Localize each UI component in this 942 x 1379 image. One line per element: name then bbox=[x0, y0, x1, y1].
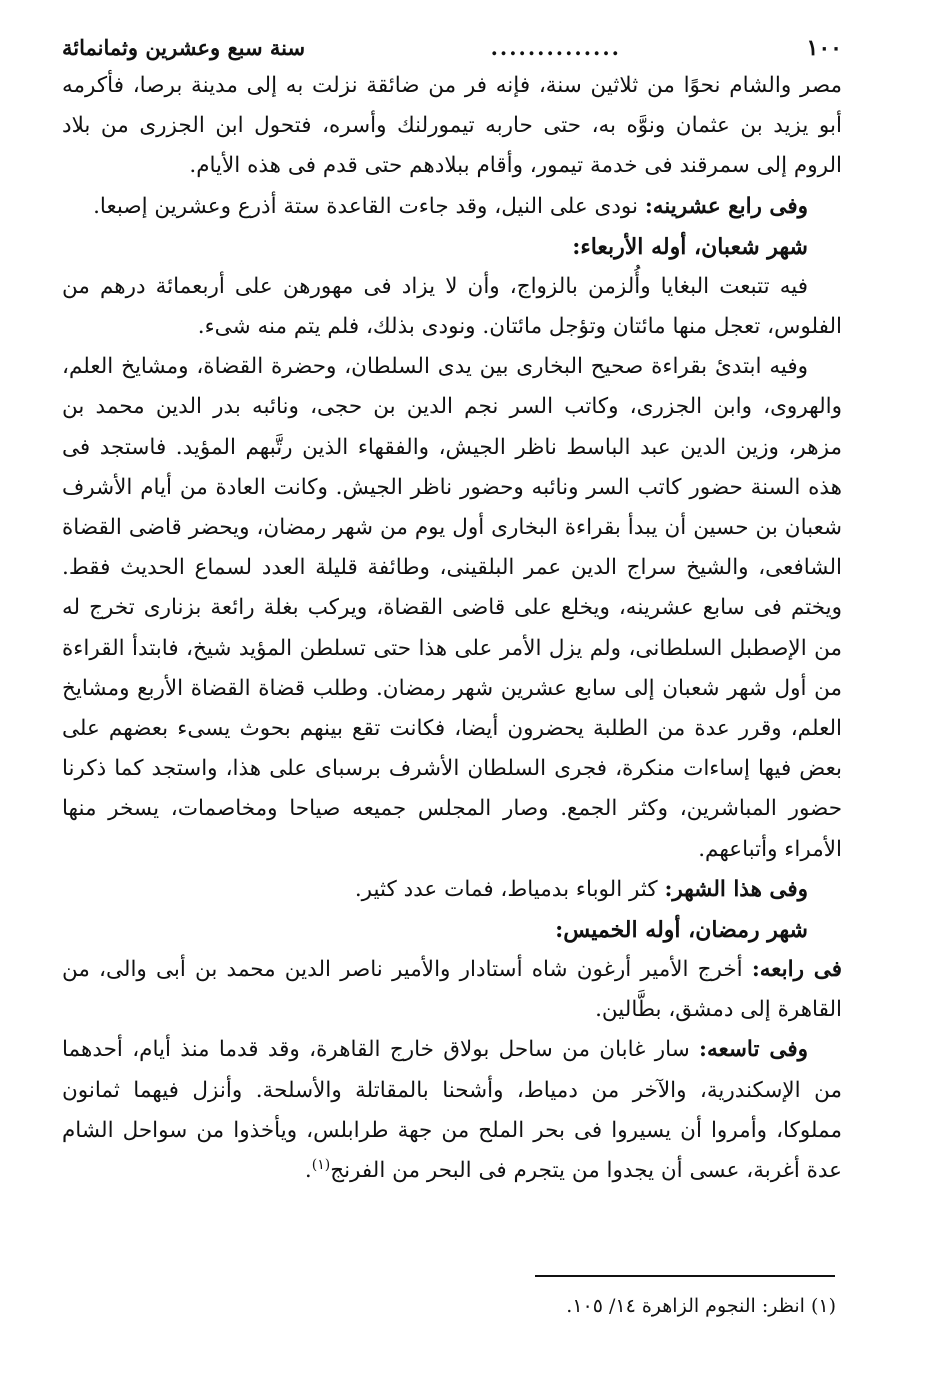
footnote: (١) انظر: النجوم الزاهرة ١٤/ ١٠٥. bbox=[566, 1295, 836, 1317]
paragraph-3: فيه تتبعت البغايا وأُلزمن بالزواج، وأن لا يزاد فى مهورهن على أربعمائة درهم من الفلوس، تعجل منها مائتان وتؤجل مائتان. ونودى بذلك، فلم يتم منه شىء. bbox=[62, 273, 842, 340]
paragraph-5-text: كثر الوباء بدمياط، فمات عدد كثير. bbox=[354, 876, 665, 902]
paragraph-2-text: نودى على النيل، وقد جاءت القاعدة ستة أذرع وعشرين إصبعا. bbox=[93, 193, 645, 219]
footnote-divider bbox=[535, 1275, 835, 1277]
footnote-marker[interactable]: (١) bbox=[311, 1156, 331, 1173]
document-page bbox=[62, 30, 842, 1191]
paragraph-7-lead: وفى تاسعه: bbox=[699, 1037, 808, 1063]
page-number: ١٠٠ bbox=[806, 35, 842, 61]
page-header bbox=[62, 30, 842, 66]
paragraph-7-text: سار غابان من ساحل بولاق خارج القاهرة، وقد قدما منذ أيام، أحدهما من الإسكندرية، والآخر من دمياط، وأشحنا بالمقاتلة والأسلحة. وأنزل فيهما ثمانون مملوكا، وأمروا أن يسيروا فى بحر الملح من جهة طرابلس، ويأخذوا من سواحل الشام عدة أغربة، عسى أن يجدوا من يتجرم فى البحر من الفرنج bbox=[62, 1037, 842, 1184]
paragraph-1: مصر والشام نحوًا من ثلاثين سنة، فإنه فر من ضائقة نزلت به إلى مدينة برصا، فأكرمه أبو يزيد بن عثمان ونوَّه به، حتى حاربه تيمورلنك وأسره، فتحول ابن الجزرى من بلاد الروم إلى سمرقند فى خدمة تيمور، وأقام ببلادهم حتى قدم فى هذه الأيام. bbox=[62, 73, 842, 179]
paragraph-4: وفيه ابتدئ بقراءة صحيح البخارى بين يدى السلطان، وحضرة القضاة، ومشايخ العلم، والهروى، وابن الجزرى، وكاتب السر نجم الدين بن حجى، ونائبه بدر الدين محمد بن مزهر، وزين الدين عبد الباسط ناظر الجيش، والفقهاء الذين رتَّبهم المؤيد. فاستجد فى هذه السنة حضور كاتب السر ونائبه وحضور ناظر الجيش. وكانت العادة من أيام الأشرف شعبان بن حسين أن يبدأ بقراءة البخارى أول يوم من شهر رمضان، ويحضر قاضى القضاة الشافعى، والشيخ سراج الدين عمر البلقينى، وطائفة قليلة العدد لسماع الحديث فقط. ويختم فى سابع عشرينه، ويخلع على قاضى القضاة، ويركب بغلة رائعة بزنارى تخرج له من الإصطبل السلطانى، ولم يزل الأمر على هذا حتى تسلطن المؤيد شيخ، فابتدأ القراءة من أول شهر شعبان إلى سابع عشرين شهر رمضان. وطلب قضاة القضاة الأربع ومشايخ العلم، وقرر عدة من الطلبة يحضرون أيضا، فكانت تقع بينهم بحوث يسىء بعضهم على بعض فيها إساءات منكرة، فجرى السلطان الأشرف برسباى على هذا، واستجد كما ذكرنا حضور المباشرين، وكثر الجمع. وصار المجلس جميعه صياحا ومخاصمات، يسخر منها الأمراء وأتباعهم. bbox=[62, 354, 842, 862]
paragraph-7-end: . bbox=[304, 1158, 312, 1184]
paragraph-7 bbox=[62, 1030, 842, 1191]
header-leader-dots: .............. bbox=[490, 35, 621, 60]
paragraph-2-lead: وفى رابع عشرينه: bbox=[644, 193, 808, 219]
section-heading-shaban: شهر شعبان، أوله الأربعاء: bbox=[572, 233, 808, 260]
paragraph-6-lead: فى رابعه: bbox=[751, 957, 842, 983]
paragraph-6 bbox=[62, 950, 842, 1030]
paragraph-5-lead: وفى هذا الشهر: bbox=[664, 876, 808, 902]
section-heading-ramadan: شهر رمضان، أوله الخميس: bbox=[555, 917, 808, 944]
paragraph-2 bbox=[62, 187, 842, 227]
paragraph-5 bbox=[62, 870, 842, 910]
running-title: سنة سبع وعشرين وثمانمائة bbox=[62, 35, 306, 60]
paragraph-6-text: أخرج الأمير أرغون شاه أستادار والأمير ناصر الدين محمد بن أبى والى، من القاهرة إلى دمشق، بطَّالين. bbox=[62, 957, 842, 1023]
